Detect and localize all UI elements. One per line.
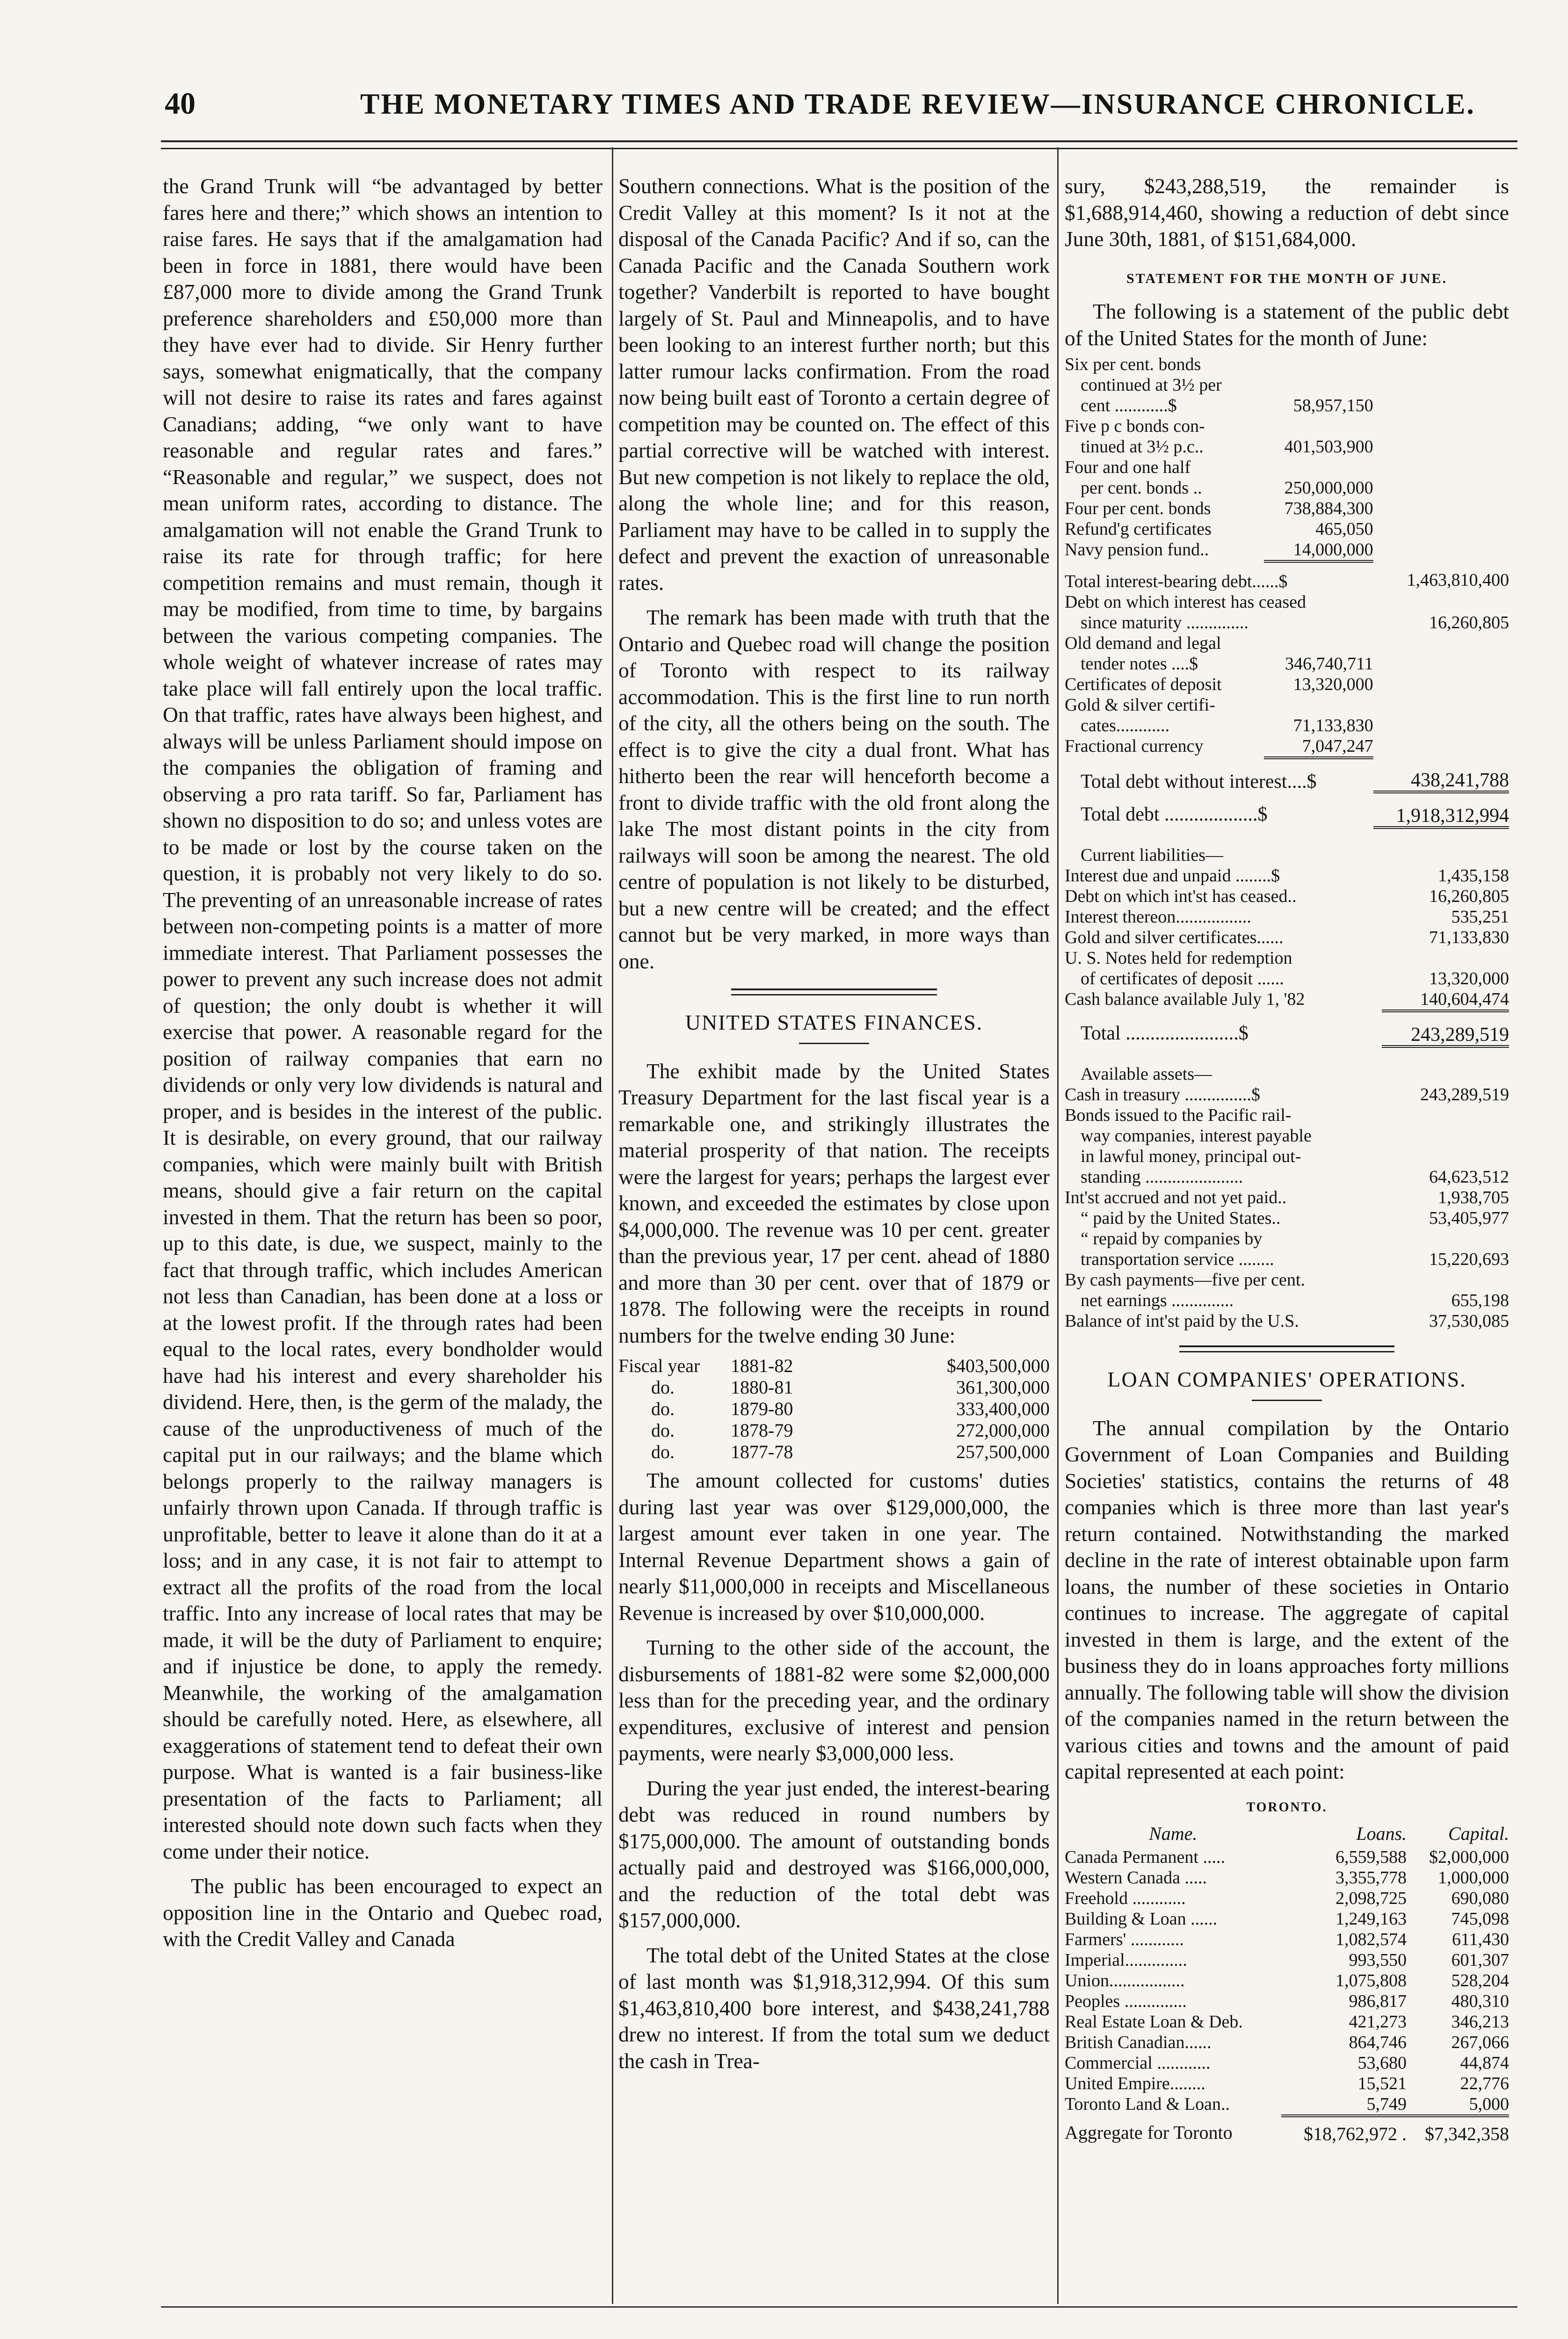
- statement-heading: STATEMENT FOR THE MONTH OF JUNE.: [1126, 270, 1448, 286]
- table-row: Interest due and unpaid ........$ 1,435,158: [1065, 866, 1509, 886]
- table-header-row: [1065, 1823, 1509, 1847]
- table-row: way companies, interest payable: [1081, 1126, 1312, 1146]
- table-row: Available assets—: [1081, 1064, 1212, 1084]
- table-row: tinued at 3½ p.c.. 401,503,900: [1081, 437, 1373, 457]
- table-row: Total .......................$ 243,289,519: [1065, 1011, 1509, 1046]
- table-row: Four per cent. bonds 738,884,300: [1065, 499, 1373, 518]
- table-row: Western Canada ..... 3,355,778 1,000,000: [1065, 1868, 1509, 1888]
- table-row: Bonds issued to the Pacific rail-: [1065, 1105, 1292, 1125]
- table-row: cates............ 71,133,830: [1081, 716, 1373, 735]
- table-row: Peoples .............. 986,817 480,310: [1065, 1991, 1509, 2011]
- article-paragraph: The exhibit made by the United States Treasury Department for the last fiscal year is a remarkable one, and strikingly illustrates the material prosperity of that nation. The receipts were the largest for years; perhaps the largest ever known, and exceeded the estimates by close upon $4,000,000. The revenue was 10 per cent. greater than the previous year, 17 per cent. ahead of 1880 and more than 30 per cent. over that of 1879 or 1878. The following were the receipts in round numbers for the twelve ending 30 June:: [618, 1059, 1050, 1347]
- table-row: Toronto Land & Loan.. 5,749 5,000: [1065, 2094, 1509, 2116]
- table-row: transportation service ........ 15,220,693: [1081, 1249, 1509, 1269]
- table-row: Debt on which int'st has ceased.. 16,260,805: [1065, 886, 1509, 906]
- article-paragraph: The following is a statement of the public debt of the United States for the month of June:: [1065, 299, 1509, 350]
- table-row: do. 1878-79 272,000,000: [651, 1420, 1050, 1441]
- table-row: “ paid by the United States.. 53,405,977: [1081, 1208, 1509, 1228]
- article-paragraph: The remark has been made with truth that the Ontario and Quebec road will change the position of Toronto with respect to its railway accommodation. This is the first line to run north of the city, all the others being on the south. The effect is to give the city a dual front. What has hitherto been the rear will henceforth become a front to divide traffic with the old front along the lake The most distant points in the city from railways will soon be among the nearest. The old centre of population is not likely to be disturbed, but a new centre will be created; and the effect cannot but be very marked, in more ways than one.: [618, 605, 1050, 973]
- table-row: Five p c bonds con-: [1065, 416, 1205, 436]
- table-row: Six per cent. bonds: [1065, 355, 1201, 374]
- article-paragraph: The amount collected for customs' duties during last year was over $129,000,000, the largest amount ever taken in one year. The Internal Revenue Department shows a gain of nearly $11,000,000 in receipts and Miscellaneous Revenue is increased by over $10,000,000.: [618, 1468, 1050, 1625]
- table-row: net earnings .............. 655,198: [1081, 1291, 1509, 1310]
- article-paragraph: During the year just ended, the interest-bearing debt was reduced in round numbers by $175,000,000. The amount of outstanding bonds actually paid and destroyed was $166,000,000, and the reduction of the total debt was $157,000,000.: [618, 1776, 1050, 1932]
- article-paragraph: The annual compilation by the Ontario Government of Loan Companies and Building Societies' statistics, contains the returns of 48 companies which is three more than last year's return contained. Notwithstanding the marked decline in the rate of interest obtainable upon farm loans, the number of these societies in Ontario continues to increase. The aggregate of capital invested in them is large, and the extent of the business they do in loans approaches forty millions annually. The following table will show the division of the companies named in the return between the various cities and towns and the amount of paid capital represented at each point:: [1065, 1416, 1509, 1783]
- table-row: Cash balance available July 1, '82 140,604,474: [1065, 989, 1509, 1011]
- table-row: U. S. Notes held for redemption: [1065, 948, 1292, 968]
- column-divider: [612, 147, 613, 2304]
- table-row: “ repaid by companies by: [1081, 1229, 1263, 1249]
- available-assets-table: [1065, 1064, 1509, 1331]
- loan-companies-table: [1065, 1823, 1509, 2144]
- article-paragraph: sury, $243,288,519, the remainder is $1,688,914,460, showing a reduction of debt since June 30th, 1881, of $151,684,000.: [1065, 174, 1509, 251]
- table-row: Gold & silver certifi-: [1065, 695, 1215, 715]
- article-paragraph: The public has been encouraged to expect an opposition line in the Ontario and Quebec road, with the Credit Valley and Canada: [163, 1874, 603, 1951]
- table-row: Building & Loan ...... 1,249,163 745,098: [1065, 1909, 1509, 1929]
- table-row: Imperial.............. 993,550 601,307: [1065, 1950, 1509, 1970]
- table-row: continued at 3½ per: [1081, 375, 1222, 395]
- section-separator: [1179, 1345, 1394, 1352]
- table-row: Union................. 1,075,808 528,204: [1065, 1971, 1509, 1990]
- column-divider: [1057, 147, 1059, 2304]
- table-row: By cash payments—five per cent.: [1065, 1270, 1305, 1290]
- table-row: cent ............$ 58,957,150: [1081, 396, 1373, 415]
- table-row: Cash in treasury ...............$ 243,289,519: [1065, 1085, 1509, 1104]
- current-liabilities-table: [1065, 845, 1509, 1048]
- article-paragraph: The total debt of the United States at the close of last month was $1,918,312,994. Of this sum $1,463,810,400 bore interest, and $438,241,788 drew no interest. If from the total sum we deduct the cash in Trea-: [618, 1943, 1050, 2073]
- table-row: Balance of int'st paid by the U.S. 37,530,085: [1065, 1311, 1509, 1331]
- table-row: do. 1880-81 361,300,000: [651, 1377, 1050, 1398]
- column-header: Loans.: [1356, 1823, 1407, 1844]
- table-row: Canada Permanent ..... 6,559,588 $2,000,000: [1065, 1847, 1509, 1867]
- column-header: Capital.: [1448, 1823, 1509, 1844]
- table-row: Four and one half: [1065, 458, 1191, 477]
- page-number: 40: [165, 87, 196, 121]
- article-paragraph: Southern connections. What is the position of the Credit Valley at this moment? Is it not at the disposal of the Canada Pacific? And if so, can the Canada Pacific and the Canada Southern work together? Vanderbilt is reported to have bought largely of St. Paul and Minneapolis, and to have been looking to an interest further north; but this latter rumour lacks confirmation. From the road now being built east of Toronto a certain degree of competition may be counted on. The effect of this partial corrective will be watched with interest. But new competion is not likely to replace the old, along the whole line; and for this reason, Parliament may have to be called in to supply the defect and prevent the exaction of unreasonable rates.: [618, 174, 1050, 595]
- table-row: Refund'g certificates 465,050: [1065, 519, 1373, 539]
- table-row: Certificates of deposit 13,320,000: [1065, 675, 1373, 694]
- table-row: Old demand and legal: [1065, 633, 1221, 653]
- table-row: do. 1877-78 257,500,000: [651, 1441, 1050, 1462]
- table-row: United Empire........ 15,521 22,776: [1065, 2074, 1509, 2093]
- table-row: in lawful money, principal out-: [1081, 1147, 1301, 1166]
- table-row: of certificates of deposit ...... 13,320,000: [1081, 969, 1509, 988]
- column-1: [163, 173, 603, 1953]
- table-row: British Canadian...... 864,746 267,066: [1065, 2033, 1509, 2052]
- column-header: Name.: [1149, 1823, 1198, 1844]
- table-row: Current liabilities—: [1081, 845, 1224, 865]
- public-debt-table: [1065, 354, 1509, 829]
- footer-rule: [161, 2306, 1517, 2308]
- section-heading: LOAN COMPANIES' OPERATIONS.: [1107, 1367, 1466, 1391]
- running-title: THE MONETARY TIMES AND TRADE REVIEW—INSURANCE CHRONICLE.: [360, 88, 1475, 120]
- table-row: Fractional currency 7,047,247: [1065, 736, 1509, 758]
- table-row: Total interest-bearing debt......$ 1,463,810,400: [1065, 570, 1509, 591]
- table-row: Farmers' ............ 1,082,574 611,430: [1065, 1930, 1509, 1949]
- table-row: Int'st accrued and not yet paid.. 1,938,705: [1065, 1188, 1509, 1207]
- section-separator: [731, 988, 937, 995]
- aggregate-row: Aggregate for Toronto $18,762,972 . $7,342,358: [1065, 2122, 1509, 2144]
- heading-rule: [1252, 1400, 1322, 1401]
- table-row: Commercial ............ 53,680 44,874: [1065, 2053, 1509, 2073]
- article-paragraph: the Grand Trunk will “be advantaged by better fares here and there;” which shows an intention to raise fares. He says that if the amalgamation had been in force in 1881, there would have been £87,000 more to divide among the Grand Trunk preference shareholders and £50,000 more than they have ever had to divide. Sir Henry further says, somewhat enigmatically, that the company will not desire to raise its rates and fares against Canadians; adding, “we only want to have reasonable and regular rates and fares.” “Reasonable and regular,” we suspect, does not mean uniform rates, according to distance. The amalgamation will not enable the Grand Trunk to raise its rate for through traffic; for here competition remains and must remain, though it may be modified, from time to time, by bargains between the various competing companies. The whole weight of whatever increase of rates may take place will fall entirely upon the local traffic. On that traffic, rates have always been highest, and always will be unless Parliament should impose on the companies the obligation of framing and observing a pro rata tariff. So far, Parliament has shown no disposition to do so; and unless votes are to be made or lost by the course taken on the question, it is probably not very likely to do so. The preventing of an unreasonable increase of rates between non-competing points is a matter of more immediate interest. That Parliament possesses the power to prevent any such increase does not admit of question; the only doubt is whether it will exercise that power. A reasonable regard for the position of railway companies that earn no dividends or only very low dividends is natural and proper, and is besides in the interest of the public. It is desirable, on every ground, that our railway companies, which were mainly built with British means, should give a fair return on the capital invested in them. That the return has been so poor, up to this date, is due, we suspect, mainly to the fact that through traffic, which includes American not less than Canadian, has been done at a loss or at the lowest profit. If the through rates had been equal to the local rates, every bondholder would have had his interest and every shareholder his dividend. Here, then, is the germ of the malady, the cause of the unproductiveness of much of the capital put in our railways; and the blame which belongs properly to the railway managers is unfairly thrown upon Canada. If through traffic is unprofitable, better to leave it alone than do it at a loss; and in any case, it is not fair to attempt to extract all the profits of the road from the local traffic. Into any increase of local rates that may be made, it will be the duty of Parliament to enquire; and if injustice be done, to apply the remedy. Meanwhile, the working of the amalgamation should be carefully noted. Here, as elsewhere, all exaggerations of statement tend to defeat their own purpose. What is wanted is a fair business-like presentation of the facts to Parliament; all interested should note down such facts when they come under their notice.: [163, 174, 603, 1863]
- table-row: Navy pension fund.. 14,000,000: [1065, 539, 1509, 561]
- column-3: [1065, 173, 1509, 2144]
- table-row: Total debt without interest....$ 438,241,788: [1065, 758, 1509, 792]
- header-double-rule: [161, 140, 1517, 149]
- table-row: Freehold ............ 2,098,725 690,080: [1065, 1889, 1509, 1908]
- table-row: per cent. bonds .. 250,000,000: [1081, 478, 1373, 498]
- toronto-heading: TORONTO.: [1246, 1800, 1328, 1815]
- table-row: Fiscal year 1881-82 $403,500,000: [618, 1355, 1050, 1376]
- table-row: Debt on which interest has ceased: [1065, 592, 1306, 612]
- column-2: [618, 173, 1050, 2074]
- table-row: Total debt ...................$ 1,918,312,994: [1065, 792, 1509, 828]
- table-row: Interest thereon................. 535,251: [1065, 907, 1509, 927]
- heading-rule: [799, 1043, 869, 1044]
- fiscal-year-table: [618, 1355, 1050, 1463]
- table-row: since maturity .............. 16,260,805: [1081, 613, 1509, 632]
- table-row: Real Estate Loan & Deb. 421,273 346,213: [1065, 2012, 1509, 2032]
- table-row: do. 1879-80 333,400,000: [651, 1398, 1050, 1419]
- article-paragraph: Turning to the other side of the account, the disbursements of 1881-82 were some $2,000,000 less than for the preceding year, and the ordinary expenditures, exclusive of interest and pension payments, were nearly $3,000,000 less.: [618, 1635, 1050, 1765]
- table-row: Gold and silver certificates...... 71,133,830: [1065, 928, 1509, 947]
- table-row: tender notes ....$ 346,740,711: [1081, 654, 1373, 674]
- table-row: standing ...................... 64,623,512: [1081, 1167, 1509, 1187]
- section-heading: UNITED STATES FINANCES.: [685, 1010, 983, 1034]
